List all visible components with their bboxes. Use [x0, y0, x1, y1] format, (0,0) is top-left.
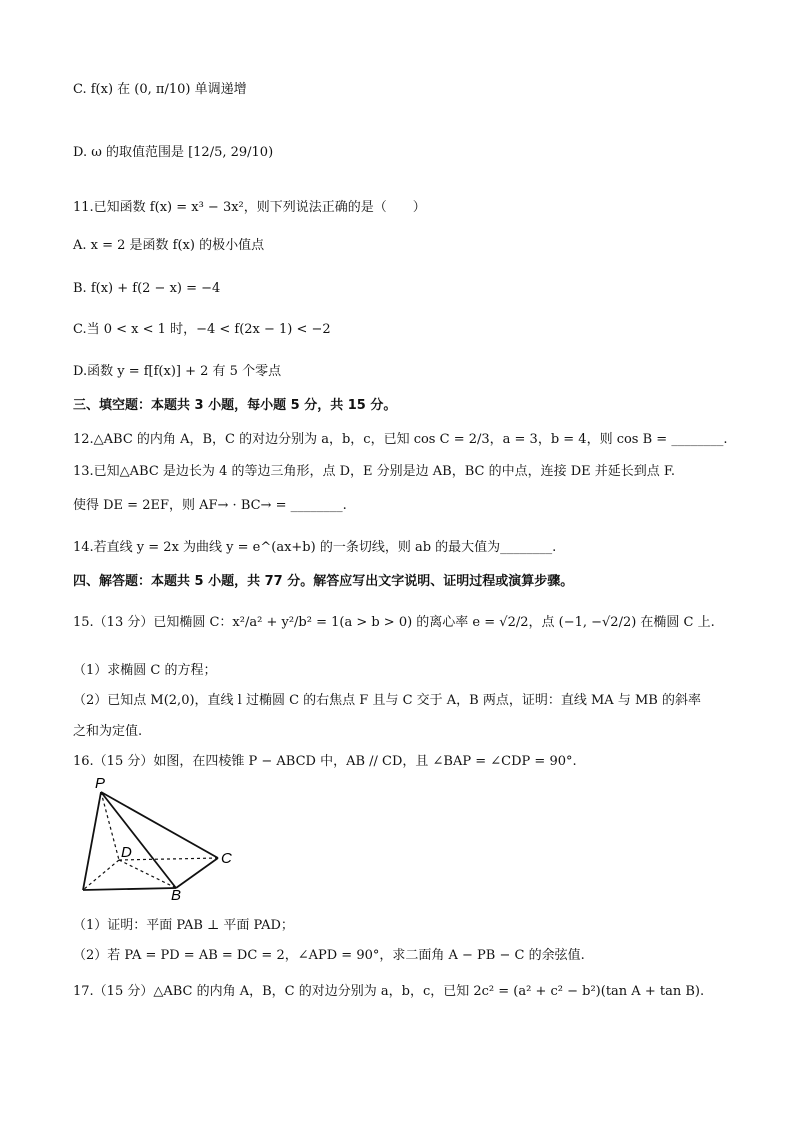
question-13-line2: 使得 DE = 2EF，则 AF→ · BC→ = ________. [73, 498, 347, 513]
question-15-part1: （1）求椭圆 C 的方程； [73, 663, 217, 678]
question-11: 11.已知函数 f(x) = x³ − 3x²，则下列说法正确的是（ ） [73, 200, 426, 215]
label-c: C [221, 850, 232, 867]
question-15: 15.（13 分）已知椭圆 C：x²/a² + y²/b² = 1(a > b > 0) 的离心率 e = √2/2，点 (−1, −√2/2) 在椭圆 C 上. [73, 615, 715, 630]
edge-pc [101, 792, 218, 858]
option-c-q10: C. f(x) 在 (0, π/10) 单调递增 [73, 82, 247, 97]
question-14: 14.若直线 y = 2x 为曲线 y = e^(ax+b) 的一条切线，则 ab 的最大值为________. [73, 540, 557, 555]
edge-pa [83, 792, 101, 890]
question-12: 12.△ABC 的内角 A，B，C 的对边分别为 a，b，c，已知 cos C = 2/3，a = 3，b = 4，则 cos B = ________. [73, 432, 728, 447]
pyramid-figure [73, 772, 253, 902]
question-16-part1: （1）证明：平面 PAB ⊥ 平面 PAD； [73, 918, 294, 933]
question-17: 17.（15 分）△ABC 的内角 A，B，C 的对边分别为 a，b，c，已知 2c² = (a² + c² − b²)(tan A + tan B). [73, 984, 705, 999]
option-c-q11: C.当 0 < x < 1 时，−4 < f(2x − 1) < −2 [73, 322, 331, 337]
edge-db-hidden [119, 860, 176, 888]
question-15-part2-cont: 之和为定值. [73, 724, 143, 739]
label-b: B [171, 887, 182, 902]
section-3-title: 三、填空题：本题共 3 小题，每小题 5 分，共 15 分。 [73, 398, 397, 413]
label-p: P [95, 775, 106, 792]
section-4-title: 四、解答题：本题共 5 小题，共 77 分。解答应写出文字说明、证明过程或演算步骤。 [73, 574, 574, 589]
edge-dc-hidden [119, 858, 218, 860]
option-b-q11: B. f(x) + f(2 − x) = −4 [73, 281, 221, 296]
question-16: 16.（15 分）如图，在四棱锥 P − ABCD 中，AB // CD，且 ∠BAP = ∠CDP = 90°. [73, 754, 577, 769]
question-13-line1: 13.已知△ABC 是边长为 4 的等边三角形，点 D，E 分别是边 AB，BC 的中点，连接 DE 并延长到点 F. [73, 464, 676, 479]
edge-pb [101, 792, 176, 888]
question-16-part2: （2）若 PA = PD = AB = DC = 2，∠APD = 90°，求二面角 A − PB − C 的余弦值. [73, 948, 585, 963]
option-a-q11: A. x = 2 是函数 f(x) 的极小值点 [73, 238, 265, 253]
option-d-q10: D. ω 的取值范围是 [12/5, 29/10) [73, 145, 274, 160]
label-d: D [121, 844, 132, 861]
edge-ab [83, 888, 176, 890]
edge-bc [176, 858, 218, 888]
option-d-q11: D.函数 y = f[f(x)] + 2 有 5 个零点 [73, 364, 282, 379]
question-15-part2: （2）已知点 M(2,0)，直线 l 过椭圆 C 的右焦点 F 且与 C 交于 A，B 两点，证明：直线 MA 与 MB 的斜率 [73, 693, 701, 708]
